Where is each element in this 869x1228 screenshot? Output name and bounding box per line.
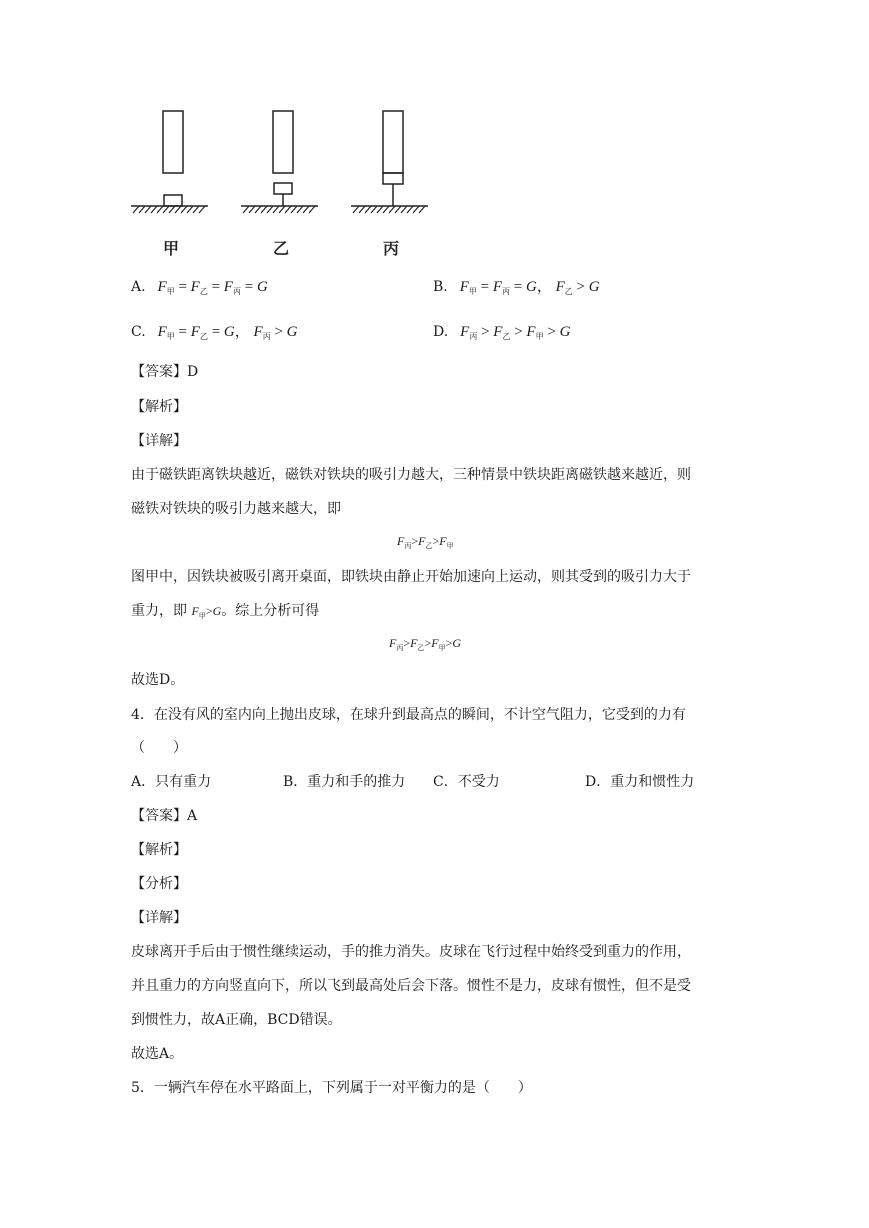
q4-answer: 【答案】A	[131, 808, 198, 824]
magnet-figure	[125, 105, 435, 215]
option-c-formula: $F_甲 = F_乙 = G$， $F_丙 > G$	[150, 324, 298, 341]
q4-option-c: C．不受力	[433, 774, 500, 790]
magnet-bing	[383, 111, 403, 173]
iron-block-yi	[274, 183, 292, 194]
q3-inequality-1: $F_丙>F_乙>F_甲$	[397, 534, 454, 550]
figure-label-jia: 甲	[163, 239, 180, 258]
ground-hatch-yi	[243, 206, 315, 213]
q4-stem-line: 4．在没有风的室内向上抛出皮球，在球升到最高点的瞬间，不计空气阻力，它受到的力有	[131, 707, 686, 723]
option-d-formula: $F_丙 > F_乙 > F_甲 > G$	[452, 324, 571, 341]
q4-stem-line: （ ）	[131, 740, 187, 756]
option-b-label: B.	[433, 279, 448, 295]
q3-conclusion: 故选D。	[131, 672, 185, 688]
q3-analysis-heading: 【解析】	[131, 399, 187, 415]
q4-detail-line: 到惯性力，故A正确，BCD错误。	[131, 1012, 342, 1028]
q3-option-a	[131, 277, 268, 302]
ground-hatch-bing	[353, 206, 425, 213]
q3-paragraph-line: 由于磁铁距离铁块越近，磁铁对铁块的吸引力越大，三种情景中铁块距离磁铁越来越近，则	[131, 467, 691, 483]
option-b-formula: $F_甲 = F_丙 = G$， $F_乙 > G$	[452, 279, 600, 296]
setup-bing	[351, 111, 428, 213]
option-a-label: A.	[131, 279, 146, 295]
q4-conclusion: 故选A。	[131, 1046, 184, 1062]
iron-block-jia	[164, 195, 182, 206]
ground-hatch-jia	[133, 206, 205, 213]
q4-detail-line: 皮球离开手后由于惯性继续运动，手的推力消失。皮球在飞行过程中始终受到重力的作用，	[131, 944, 691, 960]
option-c-label: C.	[131, 324, 146, 340]
q3-paragraph-line: 重力，即 $F_甲>G$。综上分析可得	[131, 603, 320, 620]
q3-inequality-2: $F_丙>F_乙>F_甲>G$	[389, 636, 462, 652]
q3-option-b	[433, 277, 600, 302]
q3-detail-heading: 【详解】	[131, 433, 187, 449]
q3-paragraph-line: 图甲中，因铁块被吸引离开桌面，即铁块由静止开始加速向上运动，则其受到的吸引力大于	[131, 569, 691, 585]
q4-detail-heading: 【详解】	[131, 910, 187, 926]
q3-answer: 【答案】D	[131, 364, 199, 380]
inline-inequality: $F_甲>G$	[191, 604, 222, 620]
magnet-jia	[163, 111, 183, 173]
q4-option-b: B．重力和手的推力	[283, 774, 406, 790]
magnet-yi	[273, 111, 293, 173]
setup-yi	[241, 111, 318, 213]
q4-breakdown-heading: 【分析】	[131, 876, 187, 892]
q4-detail-line: 并且重力的方向竖直向下，所以飞到最高处后会下落。惯性不是力，皮球有惯性，但不是受	[131, 978, 691, 994]
q5-stem: 5．一辆汽车停在水平路面上，下列属于一对平衡力的是（ ）	[131, 1080, 532, 1096]
option-d-label: D.	[433, 324, 449, 340]
setup-jia	[131, 111, 208, 213]
figure-label-yi: 乙	[273, 239, 290, 258]
q4-analysis-heading: 【解析】	[131, 842, 187, 858]
iron-block-bing	[383, 173, 403, 184]
q3-paragraph-line: 磁铁对铁块的吸引力越来越大，即	[131, 501, 341, 517]
q3-option-c	[131, 322, 298, 347]
option-a-formula: $F_甲 = F_乙 = F_丙 = G$	[150, 279, 268, 296]
q4-option-d: D．重力和惯性力	[585, 774, 695, 790]
q3-option-d	[433, 322, 570, 347]
q4-option-a: A．只有重力	[131, 774, 212, 790]
figure-label-bing: 丙	[383, 239, 400, 258]
